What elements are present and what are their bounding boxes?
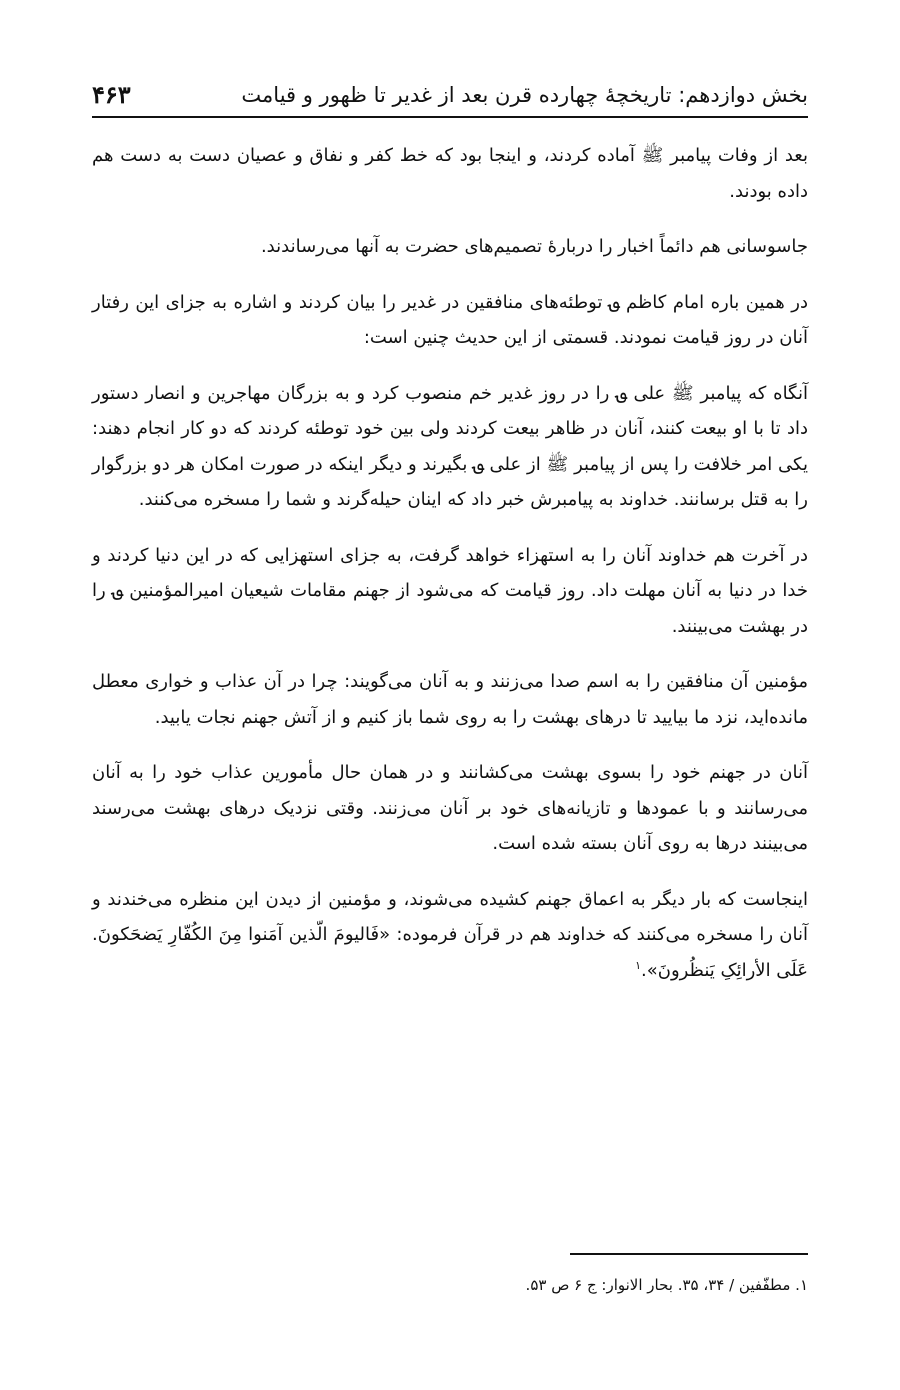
running-header <box>92 66 808 110</box>
header-rule <box>92 116 808 118</box>
body-text <box>92 138 808 1008</box>
paragraph: جاسوسانی هم دائماً اخبار را دربارهٔ تصمیم‌های حضرت به آنها می‌رساندند. <box>260 236 808 257</box>
footnote-rule <box>570 1253 808 1255</box>
paragraph: در آخرت هم خداوند آنان را به استهزاء خواهد گرفت، به جزای استهزایی که در این دنیا کردند و خدا در دنیا به آنان مهلت داد. روز قیامت که می‌شود از جهنم مقامات شیعیان امیرالمؤمنین ؈ را در بهشت می‌بینند. <box>92 544 808 637</box>
paragraph-text: اینجاست که بار دیگر به اعماق جهنم کشیده می‌شوند، و مؤمنین از دیدن این منظره می‌خندند و آنان را مسخره می‌کنند که خداوند هم در قرآن فرموده: «فَالیومَ الّذین آمَنوا مِنَ الکُفّارِ یَضحَکونَ. عَلَی الأرائِکِ یَنظُرونَ». <box>92 888 808 981</box>
page-number: ۴۶۳ <box>92 80 131 109</box>
paragraph: مؤمنین آن منافقین را به اسم صدا می‌زنند و به آنان می‌گویند: چرا در آن عذاب و خواری معطل مانده‌اید، نزد ما بیایید تا درهای بهشت را به روی شما باز کنیم و از آتش جهنم نجات یابید. <box>92 671 808 728</box>
footnote: ۱. مطفّفین / ۳۴، ۳۵. بحار الانوار: ج ۶ ص ۵۳. <box>525 1276 808 1294</box>
paragraph-with-note <box>92 882 808 989</box>
paragraph: در همین باره امام کاظم ؈ توطئه‌های منافقین در غدیر را بیان کردند و اشاره به جزای این رفتار آنان در روز قیامت نمودند. قسمتی از این حدیث چنین است: <box>92 291 808 348</box>
footnote-marker: ۱ <box>635 958 641 972</box>
paragraph: بعد از وفات پیامبر ﷺ آماده کردند، و اینجا بود که خط کفر و نفاق و عصیان دست به دست هم داده بودند. <box>92 145 808 202</box>
book-page <box>92 0 808 1390</box>
paragraph: آنان در جهنم خود را بسوی بهشت می‌کشانند و در همان حال مأمورین عذاب خود را به آنان می‌رسانند و با عمودها و تازیانه‌های خود بر آنان می‌زنند. وقتی نزدیک درهای بهشت می‌رسند می‌بینند درها به روی آنان بسته شده است. <box>92 762 808 854</box>
chapter-title: بخش دوازدهم: تاریخچهٔ چهارده قرن بعد از غدیر تا ظهور و قیامت <box>241 83 808 107</box>
paragraph: آنگاه که پیامبر ﷺ علی ؈ را در روز غدیر خم منصوب کرد و به بزرگان مهاجرین و انصار دستور داد تا با او بیعت کنند، آنان در ظاهر بیعت کردند ولی بین خود توطئه کردند که دو کار انجام دهند: یکی امر خلافت را پس از پیامبر ﷺ از علی ؈ بگیرند و دیگر اینکه در صورت امکان هر دو بزرگوار را به قتل برسانند. خداوند به پیامبرش خبر داد که اینان حیله‌گرند و شما را مسخره می‌کنند. <box>92 382 808 510</box>
